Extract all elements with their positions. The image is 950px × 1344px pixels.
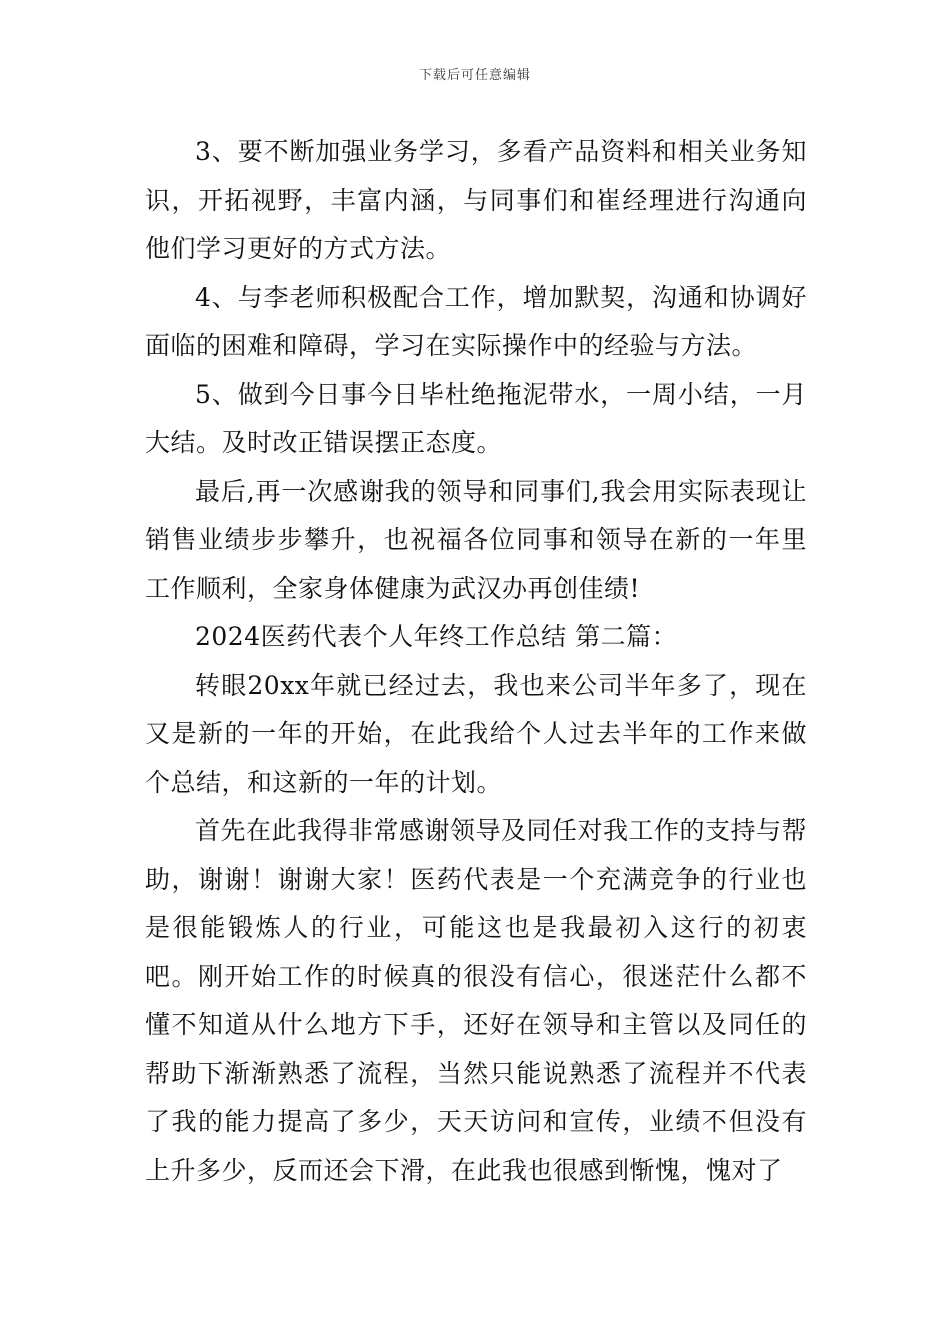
- section-heading: 2024医药代表个人年终工作总结 第二篇：: [195, 622, 678, 651]
- paragraph-intro: 转眼20xx年就已经过去，我也来公司半年多了，现在又是新的一年的开始，在此我给个人过去半年的工作来做个总结，和这新的一年的计划。: [145, 670, 807, 797]
- document-body: [145, 128, 807, 1195]
- header-note: 下载后可任意编辑: [418, 68, 531, 83]
- paragraph-item-5: 5、做到今日事今日毕杜绝拖泥带水，一周小结，一月大结。及时改正错误摆正态度。: [145, 379, 807, 457]
- paragraph-item-4: 4、与李老师积极配合工作，增加默契，沟通和协调好面临的困难和障碍，学习在实际操作中的经验与方法。: [145, 282, 807, 360]
- paragraph-thanks: 首先在此我得非常感谢领导及同任对我工作的支持与帮助，谢谢！谢谢大家！医药代表是一个充满竞争的行业也是很能锻炼人的行业，可能这也是我最初入这行的初衷吧。刚开始工作的时候真的很没有信心，很迷茫什么都不懂不知道从什么地方下手，还好在领导和主管以及同任的帮助下渐渐熟悉了流程，当然只能说熟悉了流程并不代表了我的能力提高了多少，天天访问和宣传，业绩不但没有上升多少，反而还会下滑，在此我也很感到惭愧，愧对了: [145, 816, 808, 1185]
- paragraph-item-3: 3、要不断加强业务学习，多看产品资料和相关业务知识，开拓视野，丰富内涵，与同事们和崔经理进行沟通向他们学习更好的方式方法。: [145, 137, 807, 263]
- paragraph-closing: 最后,再一次感谢我的领导和同事们,我会用实际表现让销售业绩步步攀升，也祝福各位同事和领导在新的一年里工作顺利，全家身体健康为武汉办再创佳绩!: [145, 476, 807, 603]
